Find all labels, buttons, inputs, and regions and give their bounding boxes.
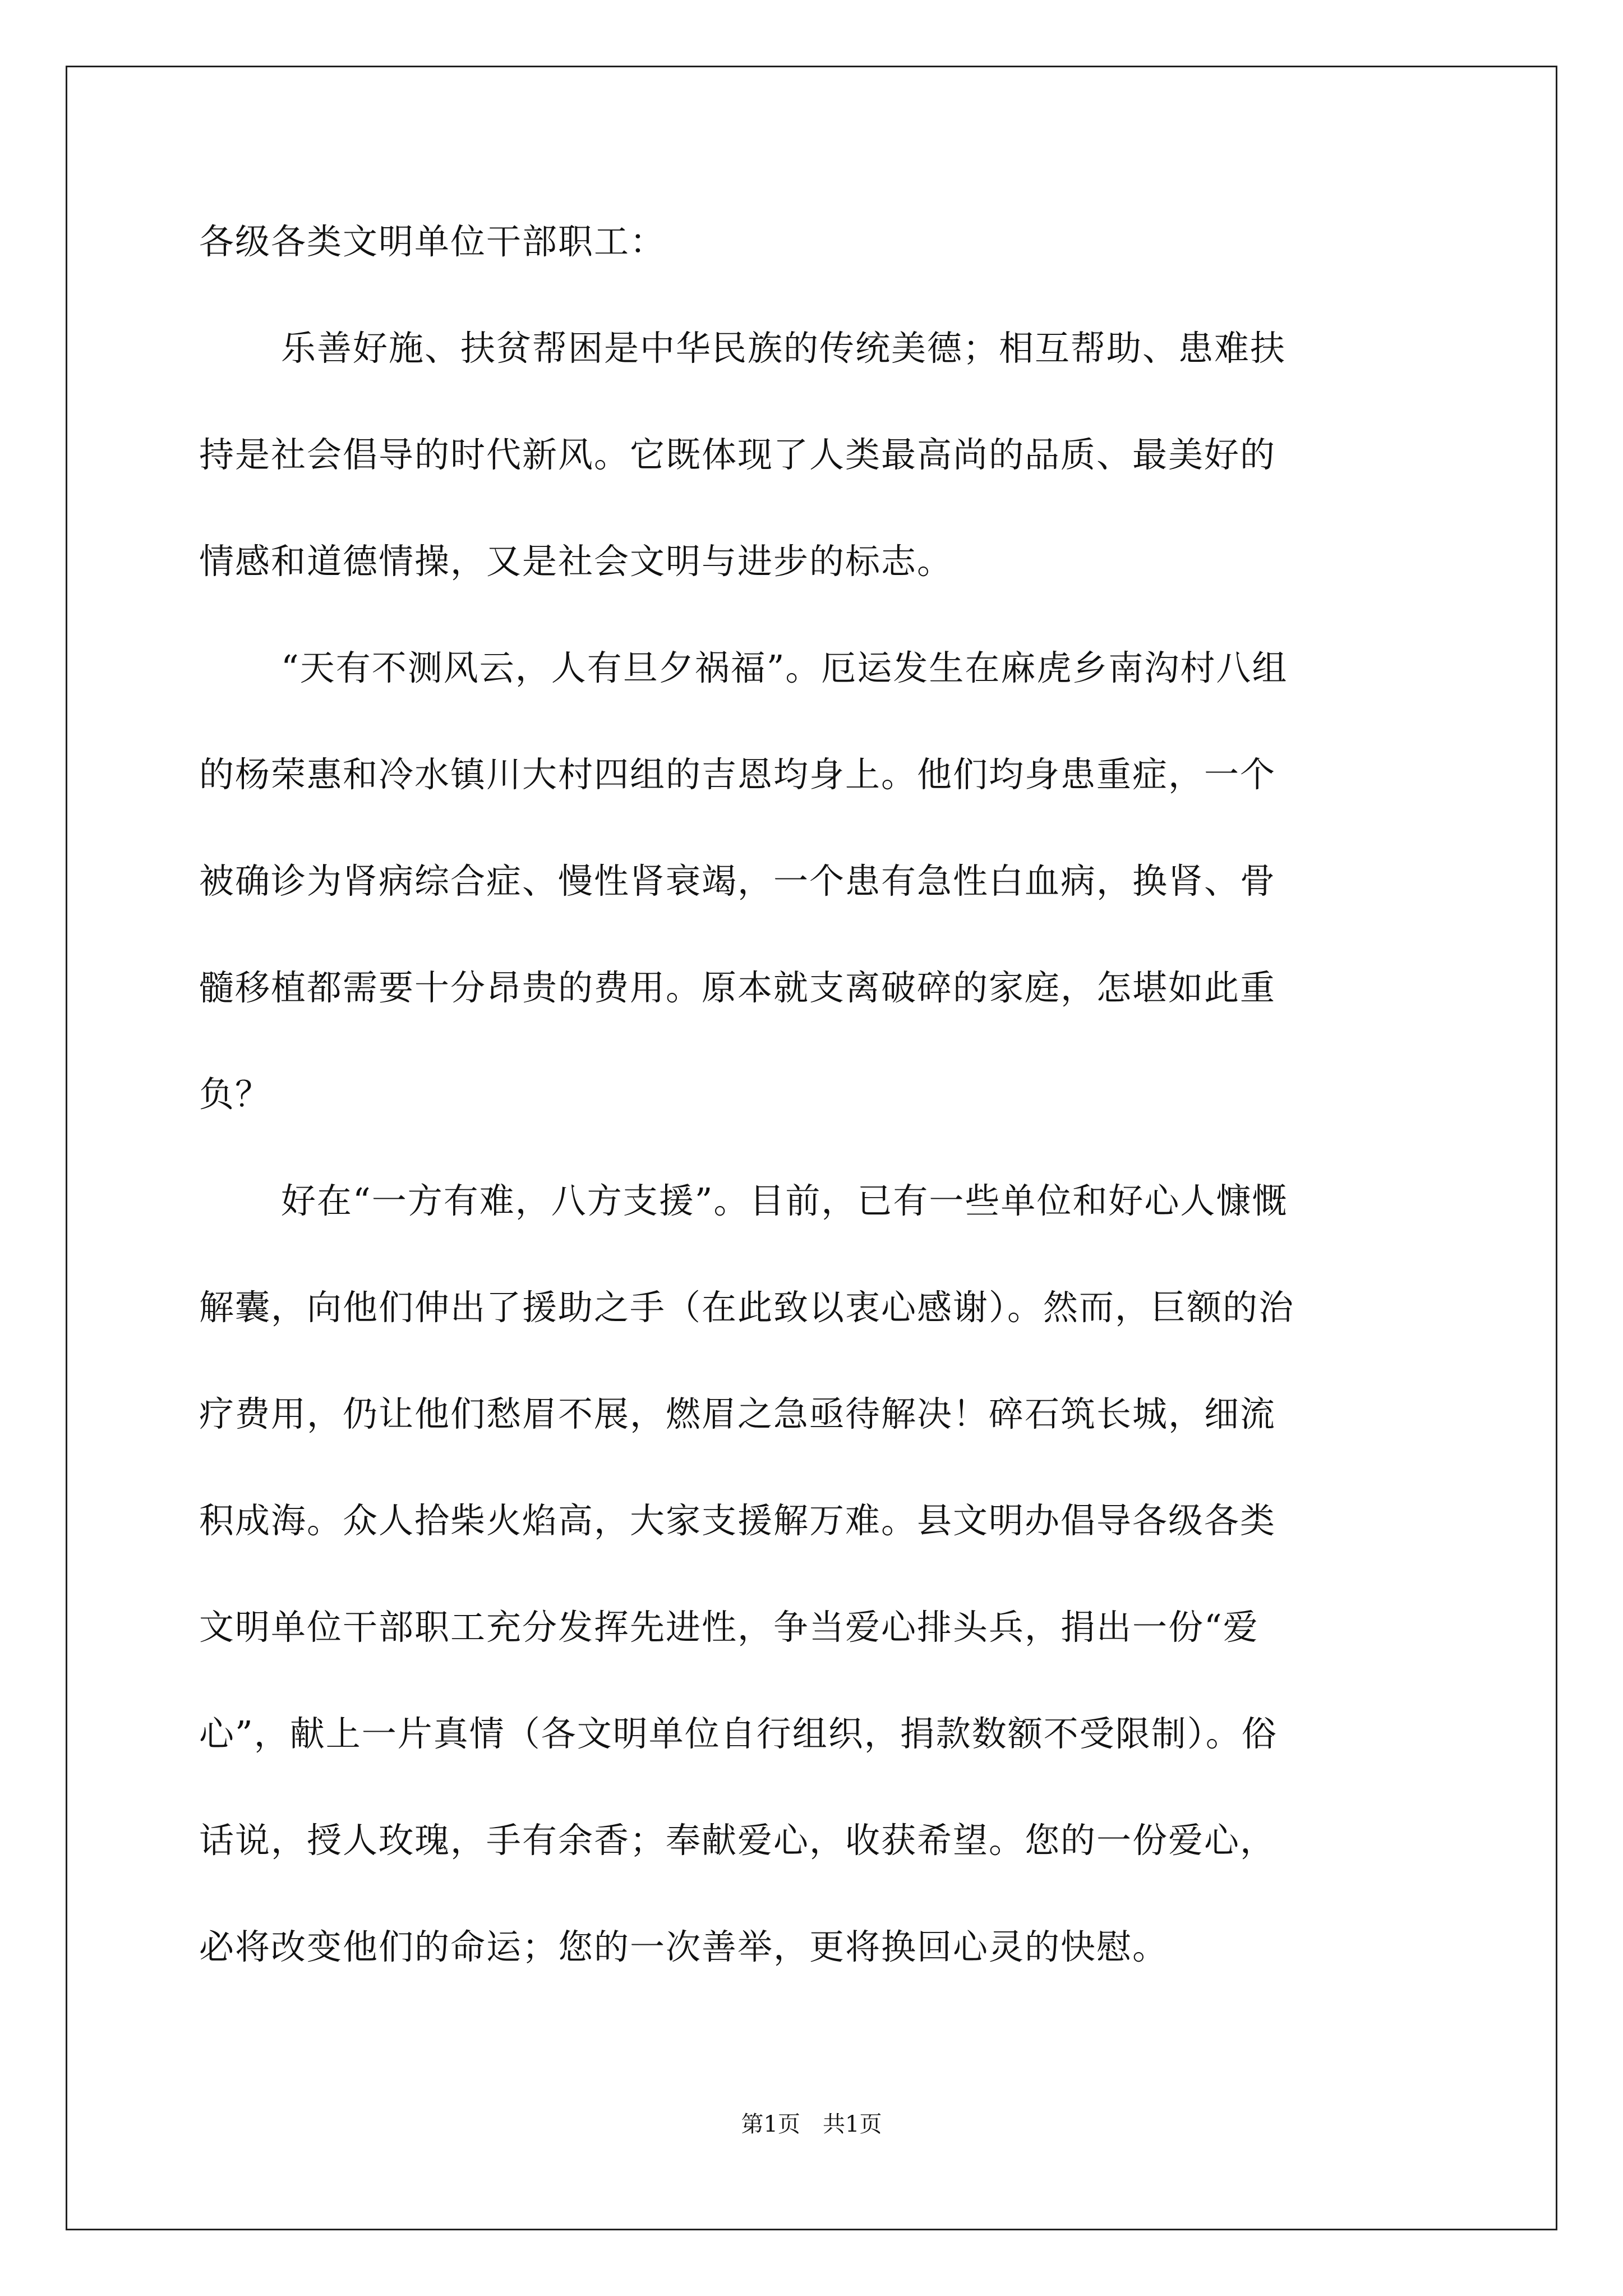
paragraph-3-line-2: 解囊，向他们伸出了援助之手（在此致以衷心感谢）。然而，巨额的治 xyxy=(199,1287,1295,1328)
paragraph-2-line-2: 的杨荣惠和冷水镇川大村四组的吉恩均身上。他们均身患重症，一个 xyxy=(199,754,1276,795)
paragraph-1-line-1: 乐善好施、扶贫帮困是中华民族的传统美德；相互帮助、患难扶 xyxy=(281,328,1287,369)
paragraph-3-line-8: 必将改变他们的命运；您的一次善举，更将换回心灵的快慰。 xyxy=(199,1926,1169,1967)
paragraph-3-line-1: 好在“一方有难，八方支援”。目前，已有一些单位和好心人慷慨 xyxy=(281,1180,1288,1221)
salutation: 各级各类文明单位干部职工： xyxy=(199,221,666,262)
paragraph-3-line-6: 心”，献上一片真情（各文明单位自行组织，捐款数额不受限制）。俗 xyxy=(199,1713,1278,1754)
paragraph-3-line-3: 疗费用，仍让他们愁眉不展，燃眉之急亟待解决！碎石筑长城，细流 xyxy=(199,1393,1276,1434)
page-number-footer: 第1页 共1页 xyxy=(741,2111,882,2137)
paragraph-2-line-3: 被确诊为肾病综合症、慢性肾衰竭，一个患有急性白血病，换肾、骨 xyxy=(199,861,1276,901)
document-body xyxy=(199,215,1427,2027)
paragraph-3-line-5: 文明单位干部职工充分发挥先进性，争当爱心排头兵，捐出一份“爱 xyxy=(199,1607,1259,1648)
paragraph-3-line-7: 话说，授人玫瑰，手有余香；奉献爱心，收获希望。您的一份爱心， xyxy=(199,1820,1276,1861)
paragraph-1-line-3: 情感和道德情操，又是社会文明与进步的标志。 xyxy=(199,541,953,582)
paragraph-2-line-5: 负？ xyxy=(199,1074,271,1115)
paragraph-2-line-4: 髓移植都需要十分昂贵的费用。原本就支离破碎的家庭，怎堪如此重 xyxy=(199,967,1276,1008)
paragraph-1-line-2: 持是社会倡导的时代新风。它既体现了人类最高尚的品质、最美好的 xyxy=(199,434,1276,475)
paragraph-3-line-4: 积成海。众人拾柴火焰高，大家支援解万难。县文明办倡导各级各类 xyxy=(199,1500,1276,1541)
paragraph-2-line-1: “天有不测风云，人有旦夕祸福”。厄运发生在麻虎乡南沟村八组 xyxy=(281,647,1288,688)
